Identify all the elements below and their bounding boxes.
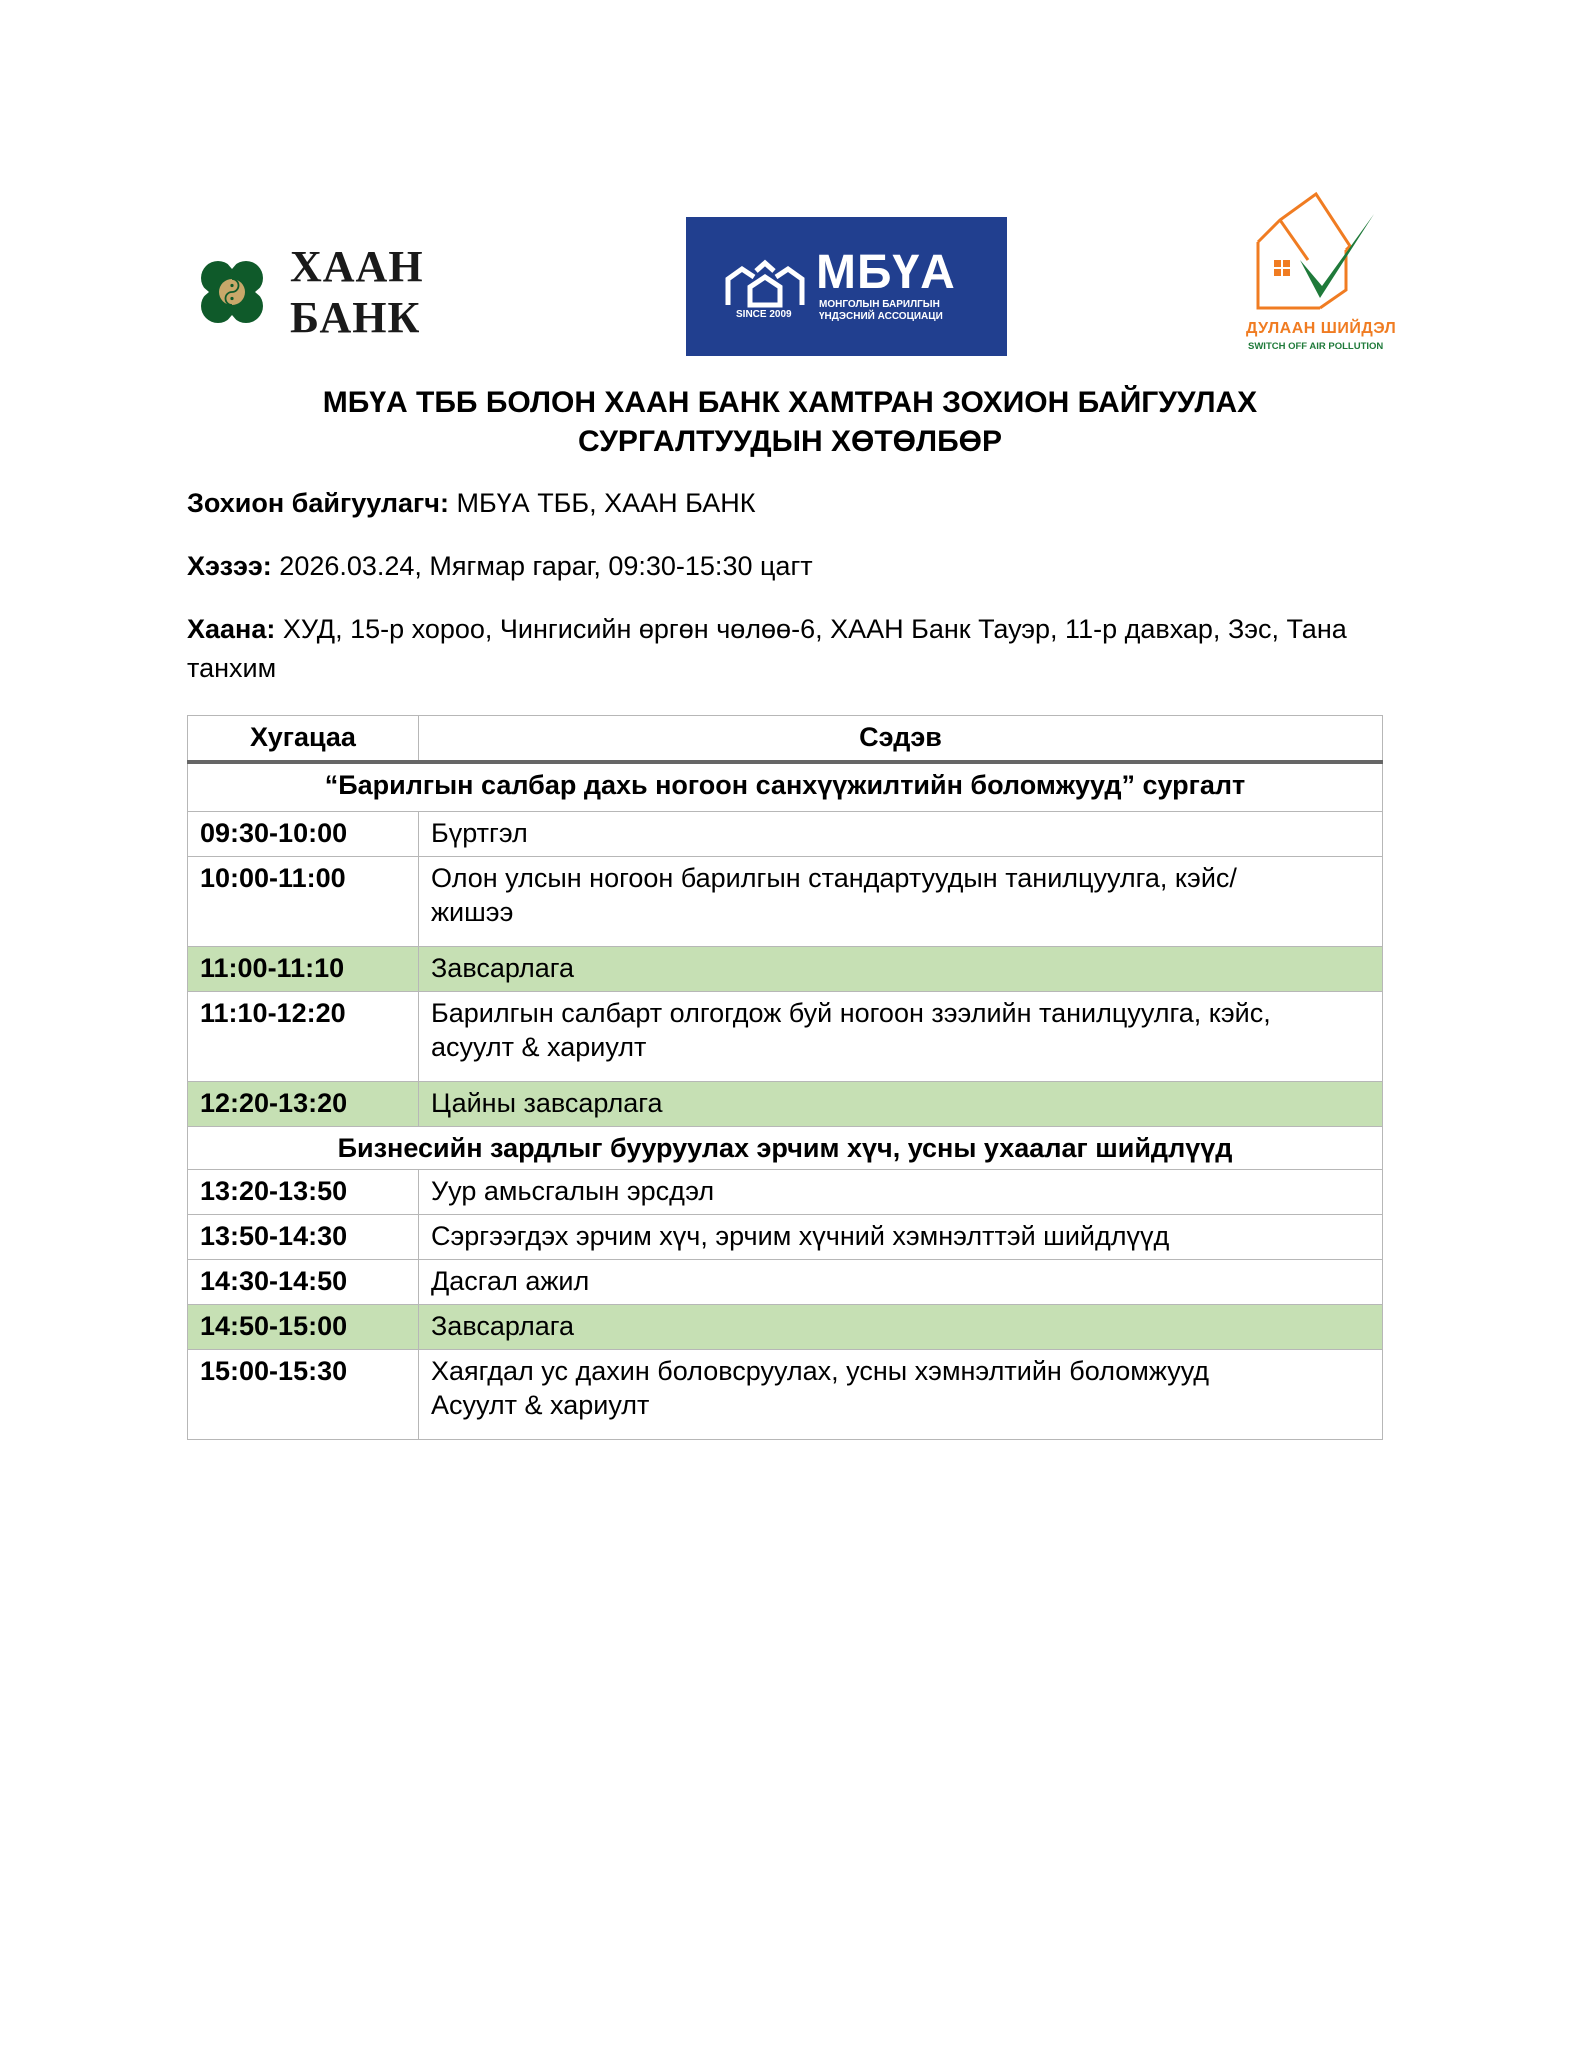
organizer-line <box>187 484 1407 523</box>
table-row <box>188 857 1383 947</box>
mbya-building-icon <box>724 257 806 309</box>
section-row-1 <box>188 762 1383 812</box>
mbya-subtitle-line1: МОНГОЛЫН БАРИЛГЫН <box>819 299 940 310</box>
table-row <box>188 1350 1383 1440</box>
row-time: 14:30-14:50 <box>188 1260 419 1305</box>
table-row-break <box>188 1082 1383 1127</box>
row-time: 11:00-11:10 <box>188 947 419 992</box>
row-topic-line2: Асуулт & хариулт <box>431 1390 650 1420</box>
row-time: 11:10-12:20 <box>188 992 419 1082</box>
dulaan-subtitle: SWITCH OFF AIR POLLUTION <box>1248 341 1384 352</box>
khan-bank-wordmark: ХААН БАНК <box>290 242 424 342</box>
row-topic: Сэргээгдэх эрчим хүч, эрчим хүчний хэмнэлттэй шийдлүүд <box>419 1215 1383 1260</box>
row-time: 09:30-10:00 <box>188 812 419 857</box>
where-line <box>187 610 1407 688</box>
when-label: Хэзээ: <box>187 551 272 581</box>
row-time: 12:20-13:20 <box>188 1082 419 1127</box>
row-topic: Цайны завсарлага <box>419 1082 1383 1127</box>
row-time: 10:00-11:00 <box>188 857 419 947</box>
row-topic: Завсарлага <box>419 947 1383 992</box>
mbya-subtitle-line2: ҮНДЭСНИЙ АССОЦИАЦИ <box>819 311 943 322</box>
row-topic: Завсарлага <box>419 1305 1383 1350</box>
row-topic: Бүртгэл <box>419 812 1383 857</box>
house-checkmark-icon <box>1250 190 1380 318</box>
section-title-2: Бизнесийн зардлыг бууруулах эрчим хүч, усны ухаалаг шийдлүүд <box>188 1127 1383 1170</box>
row-time: 14:50-15:00 <box>188 1305 419 1350</box>
section-title-1: “Барилгын салбар дахь ногоон санхүүжилтийн боломжууд” сургалт <box>188 762 1383 812</box>
schedule-table <box>187 715 1383 1440</box>
khan-bank-emblem-icon <box>198 258 266 326</box>
row-topic: Уур амьсгалын эрсдэл <box>419 1170 1383 1215</box>
table-row <box>188 1215 1383 1260</box>
row-topic <box>419 1350 1383 1440</box>
khan-bank-logo <box>198 242 548 342</box>
table-header-row <box>188 716 1383 763</box>
table-row <box>188 1260 1383 1305</box>
table-row-break <box>188 947 1383 992</box>
row-topic: Барилгын салбарт олгогдож буй ногоон зээлийн танилцуулга, кэйс, асуулт & хариулт <box>419 992 1383 1082</box>
table-row <box>188 992 1383 1082</box>
mbya-since: SINCE 2009 <box>736 309 792 320</box>
row-time: 15:00-15:30 <box>188 1350 419 1440</box>
dulaan-title: ДУЛААН ШИЙДЭЛ <box>1246 320 1397 337</box>
table-row-break <box>188 1305 1383 1350</box>
section-row-2 <box>188 1127 1383 1170</box>
row-time: 13:20-13:50 <box>188 1170 419 1215</box>
organizer-value: МБҮА ТББ, ХААН БАНК <box>448 488 756 518</box>
mbya-wordmark: МБҮА <box>816 246 956 299</box>
page-title <box>190 383 1390 461</box>
mbya-logo <box>686 217 1007 356</box>
when-value: 2026.03.24, Мягмар гараг, 09:30-15:30 цагт <box>271 551 813 581</box>
page-title-line1: МБҮА ТББ БОЛОН ХААН БАНК ХАМТРАН ЗОХИОН БАЙГУУЛАХ <box>322 386 1258 419</box>
header-topic: Сэдэв <box>419 716 1383 763</box>
when-line <box>187 547 1407 586</box>
dulaan-shiidel-logo <box>1240 190 1397 355</box>
row-topic: Олон улсын ногоон барилгын стандартуудын танилцуулга, кэйс/жишээ <box>419 857 1383 947</box>
row-topic: Дасгал ажил <box>419 1260 1383 1305</box>
mbya-subtitle <box>819 299 943 323</box>
where-label: Хаана: <box>187 614 276 644</box>
page-title-line2: СУРГАЛТУУДЫН ХӨТӨЛБӨР <box>578 425 1002 458</box>
table-row <box>188 1170 1383 1215</box>
organizer-label: Зохион байгуулагч: <box>187 488 449 518</box>
table-row <box>188 812 1383 857</box>
header-time: Хугацаа <box>188 716 419 763</box>
row-topic-line1: Хаягдал ус дахин боловсруулах, усны хэмнэлтийн боломжууд <box>431 1356 1210 1386</box>
row-time: 13:50-14:30 <box>188 1215 419 1260</box>
where-value: ХУД, 15-р хороо, Чингисийн өргөн чөлөө-6, ХААН Банк Тауэр, 11-р давхар, Зэс, Тана танхим <box>187 614 1347 683</box>
